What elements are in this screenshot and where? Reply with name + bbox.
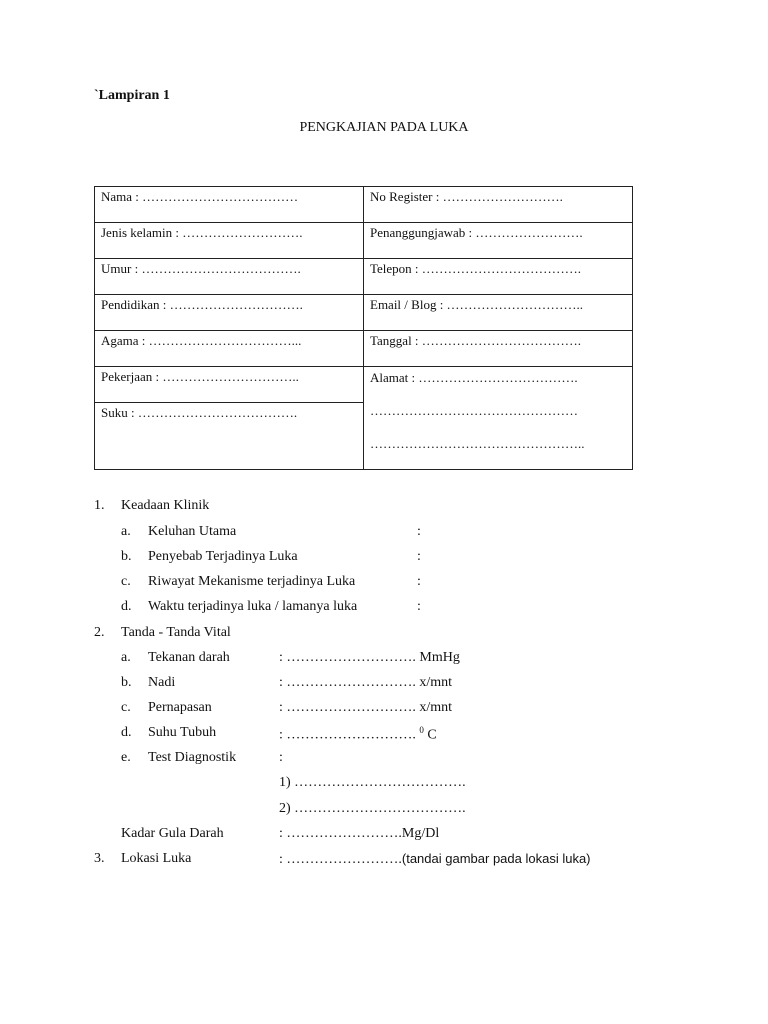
pernapasan-row — [121, 700, 212, 716]
telepon-field[interactable]: Telepon : ………………………………. — [364, 259, 633, 295]
lokasi-note: (tandai gambar pada lokasi luka) — [401, 851, 591, 866]
umur-field[interactable]: Umur : ………………………………. — [95, 259, 364, 295]
section-1-heading — [94, 498, 209, 514]
item-label: Tekanan darah — [148, 650, 230, 665]
lokasi-dots: : ……………………. — [279, 852, 402, 867]
keluhan-utama-colon[interactable]: : — [417, 524, 421, 539]
item-label: Riwayat Mekanisme terjadinya Luka — [148, 574, 356, 589]
test-diagnostik-row — [121, 750, 236, 766]
identity-table — [94, 186, 633, 470]
keluhan-utama-row — [121, 524, 236, 540]
item-letter: d. — [121, 599, 132, 614]
suku-field[interactable]: Suku : ………………………………. — [95, 403, 364, 470]
page-title: PENGKAJIAN PADA LUKA — [299, 120, 469, 135]
alamat-line-2: ………………………………………… — [370, 403, 578, 418]
item-label: Waktu terjadinya luka / lamanya luka — [148, 599, 358, 614]
penyebab-row — [121, 549, 298, 565]
degree-superscript: 0 — [419, 725, 424, 735]
item-label: Penyebab Terjadinya Luka — [148, 549, 298, 564]
suhu-tubuh-value[interactable] — [279, 725, 437, 744]
email-field[interactable]: Email / Blog : ………………………….. — [364, 295, 633, 331]
item-letter: e. — [121, 750, 131, 765]
item-label: Suhu Tubuh — [148, 725, 217, 740]
item-letter: c. — [121, 574, 131, 589]
suhu-tubuh-row — [121, 725, 216, 741]
kadar-gula-darah-label: Kadar Gula Darah — [121, 826, 224, 841]
celsius-unit: C — [423, 727, 437, 743]
kadar-gula-darah-value[interactable]: : …………………….Mg/Dl — [279, 826, 440, 841]
riwayat-row — [121, 574, 355, 590]
waktu-colon[interactable]: : — [417, 599, 421, 614]
item-letter: a. — [121, 524, 131, 539]
section-3-title: Lokasi Luka — [121, 851, 192, 866]
tekanan-darah-value[interactable]: : ………………………. MmHg — [279, 650, 460, 665]
item-letter: b. — [121, 675, 132, 690]
penyebab-colon[interactable]: : — [417, 549, 421, 564]
penanggungjawab-field[interactable]: Penanggungjawab : ……………………. — [364, 223, 633, 259]
waktu-row — [121, 599, 357, 615]
pernapasan-value[interactable]: : ………………………. x/mnt — [279, 700, 453, 715]
pekerjaan-field[interactable]: Pekerjaan : ………………………….. — [95, 367, 364, 403]
item-label: Test Diagnostik — [148, 750, 237, 765]
item-letter: d. — [121, 725, 132, 740]
suhu-dots: : ………………………. — [279, 727, 416, 743]
alamat-line-1: Alamat : ………………………………. — [370, 370, 578, 385]
item-letter: a. — [121, 650, 131, 665]
nadi-row — [121, 675, 175, 691]
jenis-kelamin-field[interactable]: Jenis kelamin : ………………………. — [95, 223, 364, 259]
item-label: Nadi — [148, 675, 176, 690]
alamat-line-3: ………………………………………….. — [370, 436, 585, 451]
section-3-heading — [94, 851, 191, 867]
alamat-field[interactable] — [364, 367, 633, 470]
nadi-value[interactable]: : ………………………. x/mnt — [279, 675, 453, 690]
tanggal-field[interactable]: Tanggal : ………………………………. — [364, 331, 633, 367]
pendidikan-field[interactable]: Pendidikan : …………………………. — [95, 295, 364, 331]
item-label: Pernapasan — [148, 700, 212, 715]
item-letter: b. — [121, 549, 132, 564]
section-2-heading — [94, 625, 231, 641]
section-1-title: Keadaan Klinik — [121, 498, 210, 513]
diagnostik-line-2[interactable]: 2) ………………………………. — [279, 801, 466, 816]
diagnostik-line-1[interactable]: 1) ………………………………. — [279, 775, 466, 790]
item-label: Keluhan Utama — [148, 524, 237, 539]
test-diagnostik-colon: : — [279, 750, 283, 765]
riwayat-colon[interactable]: : — [417, 574, 421, 589]
tekanan-darah-row — [121, 650, 230, 666]
lokasi-luka-value[interactable] — [279, 851, 591, 868]
section-3-number: 3. — [94, 851, 105, 866]
section-2-title: Tanda - Tanda Vital — [121, 625, 231, 640]
nama-field[interactable]: Nama : ……………………………… — [95, 187, 364, 223]
section-1-number: 1. — [94, 498, 105, 513]
item-letter: c. — [121, 700, 131, 715]
no-register-field[interactable]: No Register : ………………………. — [364, 187, 633, 223]
lampiran-label: `Lampiran 1 — [94, 88, 170, 103]
agama-field[interactable]: Agama : ……………………………... — [95, 331, 364, 367]
section-2-number: 2. — [94, 625, 105, 640]
